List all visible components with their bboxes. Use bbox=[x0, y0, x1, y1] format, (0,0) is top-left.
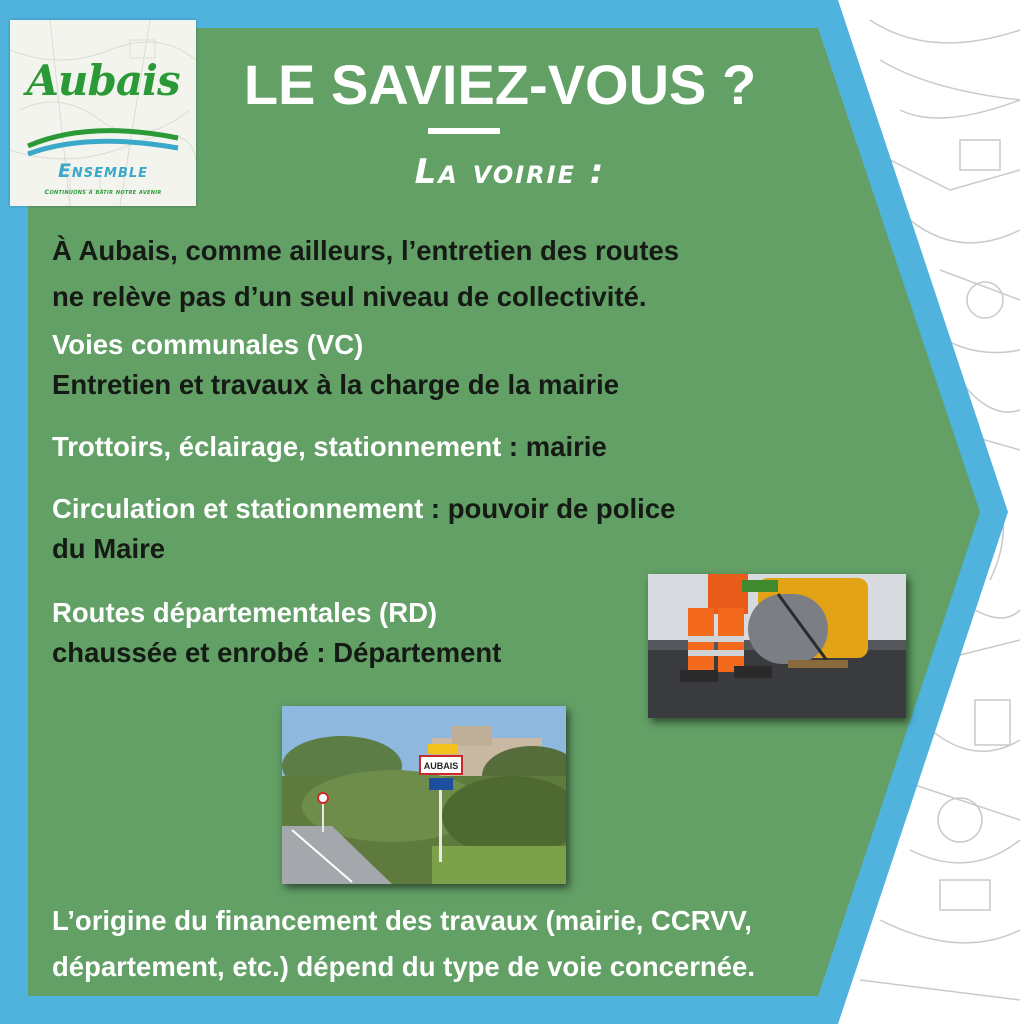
item-text: Entretien et travaux à la charge de la mairie bbox=[52, 369, 620, 400]
item-routes-departementales bbox=[52, 590, 632, 676]
footer-line-1: L’origine du financement des travaux (mairie, CCRVV, bbox=[52, 905, 752, 936]
item-label: Routes départementales (RD) bbox=[52, 597, 438, 628]
item-trottoirs bbox=[52, 424, 852, 470]
section-title: La voirie : bbox=[414, 152, 606, 192]
village-road-illustration bbox=[282, 706, 566, 884]
village-sign-photo bbox=[282, 706, 566, 884]
item-text: chaussée et enrobé : Département bbox=[52, 637, 502, 668]
item-text-continued: du Maire bbox=[52, 533, 166, 564]
item-text: : pouvoir de police bbox=[423, 493, 676, 524]
road-worker-photo bbox=[648, 574, 906, 718]
logo-tagline: Continuons à bâtir notre avenir bbox=[44, 188, 162, 196]
item-label: Circulation et stationnement bbox=[52, 493, 424, 524]
item-label: Voies communales (VC) bbox=[52, 329, 364, 360]
footer-line-2: département, etc.) dépend du type de voie concernée. bbox=[52, 951, 755, 982]
page-title: LE SAVIEZ-VOUS ? bbox=[243, 53, 757, 116]
intro-line-2: ne relève pas d’un seul niveau de collectivité. bbox=[52, 281, 647, 312]
logo-name: Aubais bbox=[26, 56, 180, 105]
intro-line-1: À Aubais, comme ailleurs, l’entretien des routes bbox=[52, 235, 680, 266]
logo-subtitle: Ensemble bbox=[57, 160, 149, 182]
village-sign-text: AUBAIS bbox=[423, 761, 459, 771]
footer-note bbox=[52, 898, 872, 990]
title-divider bbox=[428, 128, 500, 134]
item-label: Trottoirs, éclairage, stationnement bbox=[52, 431, 502, 462]
item-text: : mairie bbox=[501, 431, 607, 462]
logo-waves bbox=[26, 124, 180, 160]
intro-paragraph bbox=[52, 228, 872, 320]
aubais-ensemble-logo bbox=[10, 20, 196, 206]
item-voies-communales bbox=[52, 322, 852, 408]
item-circulation bbox=[52, 486, 852, 572]
road-worker-illustration bbox=[648, 574, 906, 718]
